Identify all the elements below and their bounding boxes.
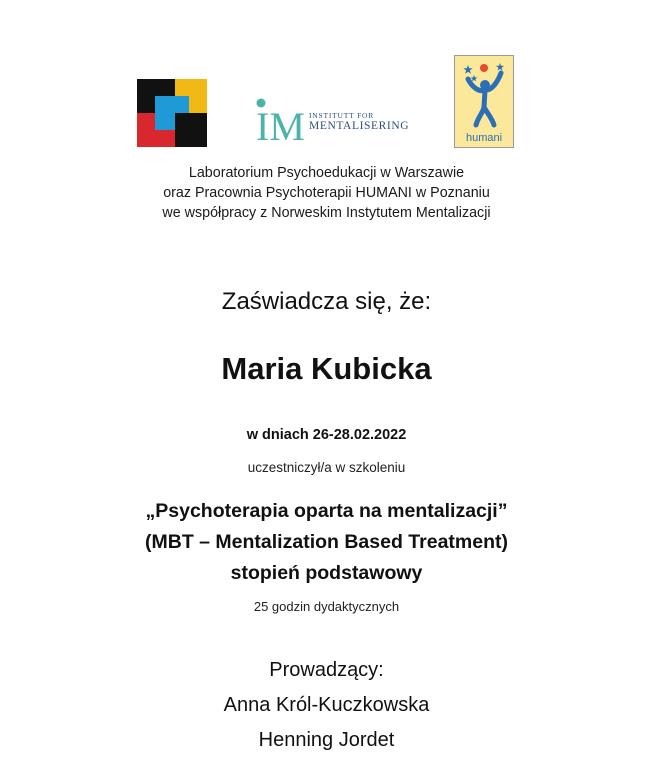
organizer-line: Laboratorium Psychoedukacji w Warszawie — [188, 165, 465, 181]
institute-big-text: MENTALISERING — [309, 120, 410, 132]
participation-text: uczestniczył/a w szkoleniu — [247, 460, 406, 475]
leader-name: Henning Jordet — [258, 729, 395, 751]
course-level: stopień podstawowy — [230, 562, 423, 584]
institute-small-text: INSTITUTT FOR — [309, 111, 375, 120]
institutt-mentalisering-logo — [253, 96, 423, 142]
logo-row — [0, 0, 653, 160]
attestation-heading: Zaświadcza się, że: — [221, 288, 432, 315]
organizer-line: oraz Pracownia Psychoterapii HUMANI w Poznaniu — [163, 185, 490, 201]
course-subtitle: (MBT – Mentalization Based Treatment) — [145, 531, 508, 553]
humani-label: humani — [465, 132, 503, 144]
laboratorium-logo — [137, 79, 207, 147]
organizers-block — [0, 163, 653, 223]
training-dates: w dniach 26-28.02.2022 — [246, 427, 407, 443]
humani-logo — [454, 55, 514, 148]
recipient-name: Maria Kubicka — [221, 351, 432, 386]
leader-name: Anna Król-Kuczkowska — [223, 694, 430, 716]
leaders-block — [0, 653, 653, 758]
im-mark-text: IM — [256, 104, 305, 142]
organizer-line: we współpracy z Norweskim Instytutem Mentalizacji — [162, 205, 491, 221]
course-hours: 25 godzin dydaktycznych — [253, 599, 400, 614]
leaders-label: Prowadzący: — [269, 659, 384, 681]
course-block — [0, 496, 653, 589]
course-title: „Psychoterapia oparta na mentalizacji” — [145, 500, 508, 522]
